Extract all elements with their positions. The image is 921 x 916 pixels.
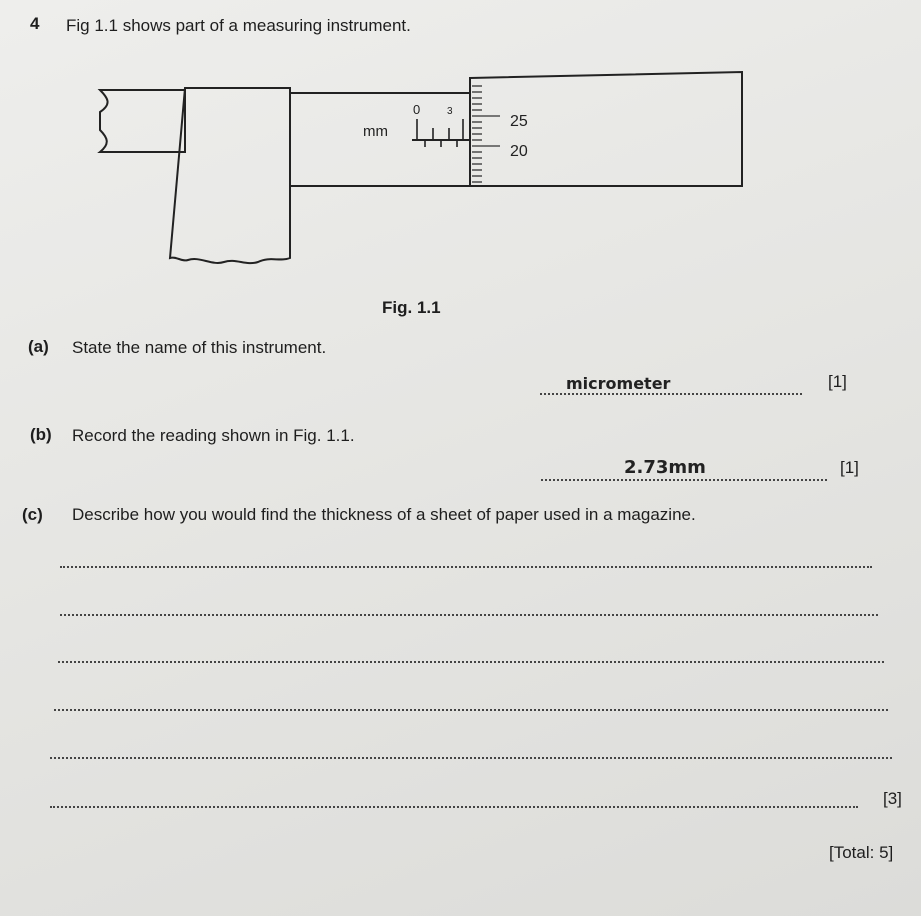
frame-block [170,88,290,263]
thimble-scale-ticks [472,86,500,182]
part-c-answer-line-4[interactable] [54,709,888,711]
part-c-answer-line-2[interactable] [60,614,878,616]
part-b-marks: [1] [840,458,859,477]
figure-caption: Fig. 1.1 [382,298,441,317]
part-c-answer-line-6[interactable] [50,806,858,808]
part-c-answer-line-3[interactable] [58,661,884,663]
micrometer-diagram [0,0,921,320]
main-scale-number-1: 3 [447,106,453,117]
question-number: 4 [30,14,40,33]
thimble-number-0: 25 [510,113,528,130]
part-a-answer: micrometer [566,374,671,393]
part-a-question: State the name of this instrument. [72,338,327,357]
total-marks: [Total: 5] [829,843,894,862]
part-c-answer-line-5[interactable] [50,757,892,759]
part-a-answer-line[interactable] [540,393,802,395]
main-scale-number-0: 0 [413,102,421,117]
spindle-shape [100,90,185,152]
thimble-number-1: 20 [510,143,528,160]
question-intro: Fig 1.1 shows part of a measuring instrument. [66,16,411,35]
part-c-question: Describe how you would find the thickness of a sheet of paper used in a magazine. [72,505,696,524]
part-b-question: Record the reading shown in Fig. 1.1. [72,426,355,445]
part-a-label: (a) [28,337,49,356]
part-a-marks: [1] [828,372,847,391]
main-scale-ticks [417,119,463,147]
part-b-answer: 2.73mm [624,457,706,478]
part-c-marks: [3] [883,789,902,808]
part-b-label: (b) [30,425,52,444]
part-c-answer-line-1[interactable] [60,566,872,568]
unit-label: mm [363,123,388,140]
part-c-label: (c) [22,505,43,524]
part-b-answer-line[interactable] [541,479,827,481]
